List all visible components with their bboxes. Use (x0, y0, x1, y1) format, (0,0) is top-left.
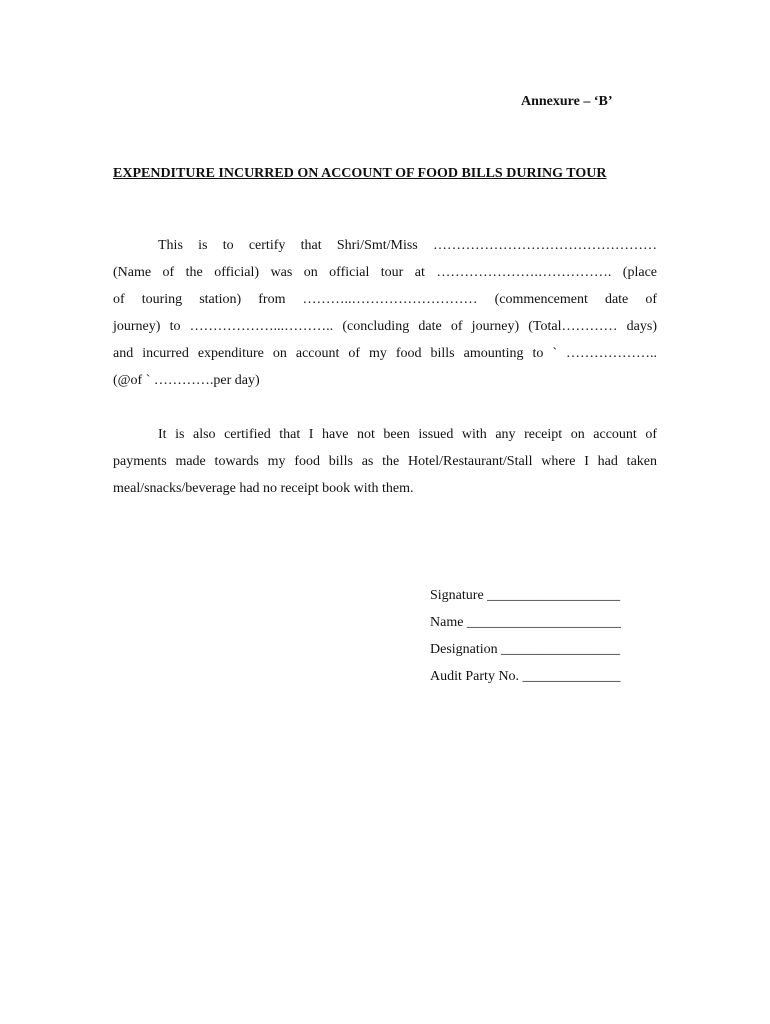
paragraph-line: (Name of the official) was on official tour at ………………….……………. (place (113, 265, 657, 280)
certification-paragraph (113, 232, 657, 394)
paragraph-line: payments made towards my food bills as the Hotel/Restaurant/Stall where I had taken (113, 454, 657, 469)
signature-field: Signature ___________________ (430, 588, 621, 603)
paragraph-line: This is to certify that Shri/Smt/Miss ………………………………………… (158, 238, 657, 253)
designation-field: Designation _________________ (430, 642, 621, 657)
paragraph-line: meal/snacks/beverage had no receipt book with them. (113, 481, 414, 496)
signature-block (430, 582, 640, 690)
paragraph-line: It is also certified that I have not been issued with any receipt on account of (158, 427, 657, 442)
name-field: Name ______________________ (430, 615, 621, 630)
paragraph-line: and incurred expenditure on account of my food bills amounting to ` ……………….. (113, 346, 657, 361)
paragraph-line: of touring station) from ………..……………………… (commencement date of (113, 292, 657, 307)
audit-party-field: Audit Party No. ______________ (430, 669, 621, 684)
annexure-label: Annexure – ‘B’ (521, 94, 613, 109)
paragraph-line: journey) to ………………...……….. (concluding date of journey) (Total………… days) (113, 319, 657, 334)
receipt-certification-paragraph (113, 421, 657, 502)
paragraph-line: (@of ` ………….per day) (113, 373, 260, 388)
document-title: EXPENDITURE INCURRED ON ACCOUNT OF FOOD BILLS DURING TOUR (113, 166, 607, 181)
